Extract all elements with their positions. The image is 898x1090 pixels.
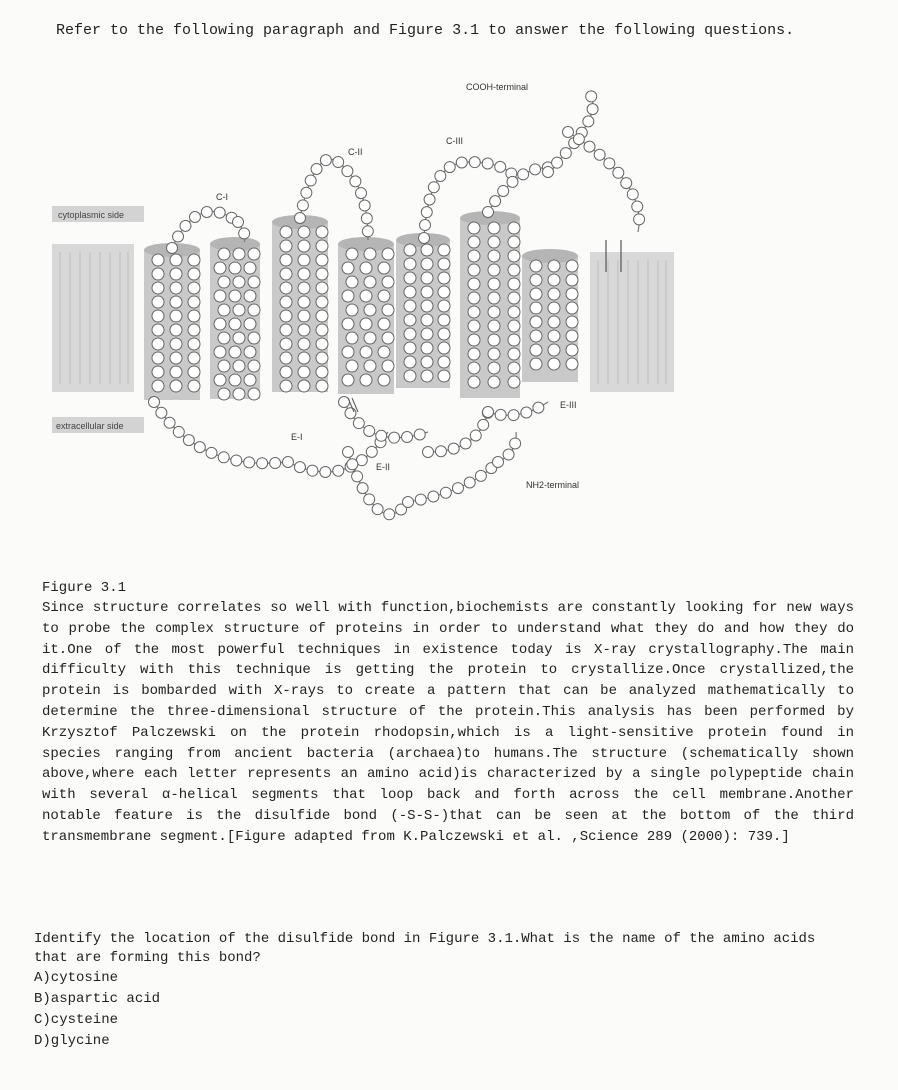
option-d[interactable]: D)glycine: [34, 1033, 110, 1049]
intro-text: Refer to the following paragraph and Figure 3.1 to answer the following questions.: [56, 22, 795, 39]
label-c1: C-I: [216, 192, 228, 202]
cytoplasmic-side-label: [52, 206, 144, 222]
question-text: Identify the location of the disulfide bond in Figure 3.1.What is the name of the amino acids that are forming this bond?: [34, 931, 816, 966]
passage-paragraph: Since structure correlates so well with function,biochemists are constantly looking for new ways to probe the complex structure of proteins in order to understand what they do and how they do it.One of the most powerful techniques in existence today is X-ray crystallography.The main difficulty with this technique is getting the protein to crystallize.Once crystallized,the protein is bombarded with X-rays to create a pattern that can be analyzed mathematically to determine the three-dimensional structure of the protein.This analysis has been performed by Krzysztof Palczewski on the protein rhodopsin,which is a light-sensitive protein found in species ranging from ancient bacteria (archaea)to humans.The structure (schematically shown above,where each letter represents an amino acid)is characterized by a single polypeptide chain with several α-helical segments that loop back and forth across the cell membrane.Another notable feature is the disulfide bond (-S-S-)that can be seen at the bottom of the third transmembrane segment.[Figure adapted from K.Palczewski et al. ,Science 289 (2000): 739.]: [42, 600, 854, 845]
label-cooh-terminal: COOH-terminal: [466, 82, 529, 92]
label-c3: C-III: [446, 136, 463, 146]
extracellular-side-label: [52, 417, 144, 433]
membrane-right: [590, 252, 674, 392]
rhodopsin-figure: [48, 72, 688, 572]
label-e1: E-I: [291, 432, 303, 442]
svg-text:cytoplasmic side: cytoplasmic side: [58, 210, 125, 220]
option-c[interactable]: C)cysteine: [34, 1012, 119, 1028]
label-e2: E-II: [376, 462, 391, 472]
rhodopsin-diagram: [48, 72, 688, 572]
option-b[interactable]: B)aspartic acid: [34, 991, 161, 1007]
label-e3: E-III: [560, 400, 577, 410]
option-a[interactable]: A)cytosine: [34, 970, 119, 986]
label-c2: C-II: [348, 147, 363, 157]
answer-options: [34, 968, 160, 1052]
figure-caption: Figure 3.1: [42, 580, 127, 596]
membrane-left: [52, 244, 134, 392]
label-nh2-terminal: NH2-terminal: [526, 480, 580, 490]
svg-text:extracellular side: extracellular side: [56, 421, 124, 431]
